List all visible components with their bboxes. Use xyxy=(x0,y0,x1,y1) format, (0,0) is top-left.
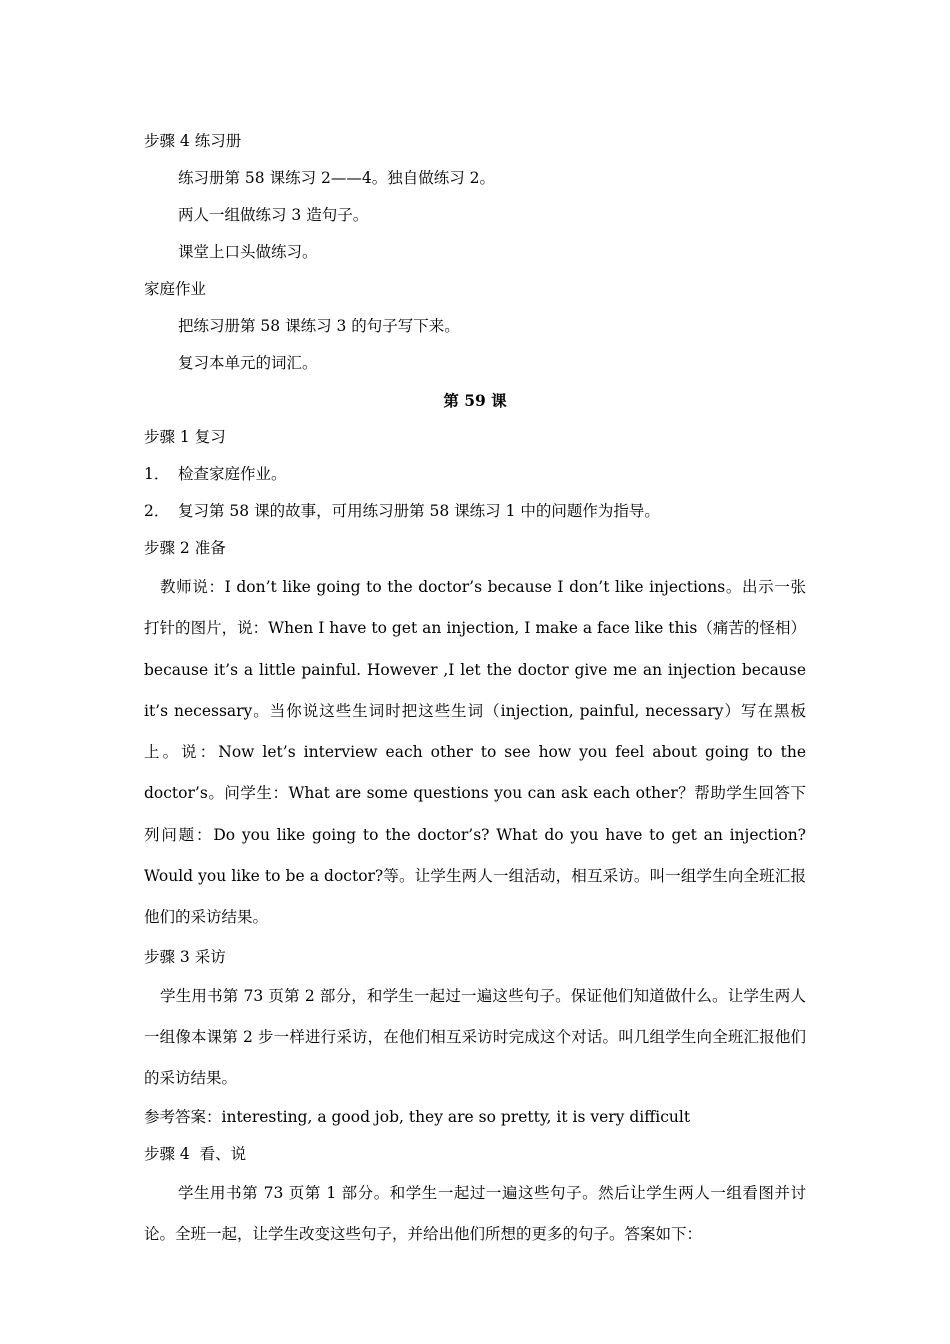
homework-line-1: 把练习册第 58 课练习 3 的句子写下来。 xyxy=(178,317,460,335)
step2-prepare-paragraph: 教师说：I don’t like going to the doctor’s because I don’t like injections。出示一张打针的图片，说：When I have to get an injection, I make a face like this（痛苦的怪相）because it’s a little painful. However ,I let the doctor give me an injection because it’s necessary。当你说这些生词时把这些生词（injection, painful, necessary）写在黑板上。说：Now let’s interview each other to see how you feel about going to the doctor’s。问学生：What are some questions you can ask each other？帮助学生回答下列问题：Do you like going to the doctor’s? What do you have to get an injection? Would you like to be a doctor?等。让学生两人一组活动，相互采访。叫一组学生向全班汇报他们的采访结果。 xyxy=(144,578,806,927)
step4-look-say-paragraph: 学生用书第 73 页第 1 部分。和学生一起过一遍这些句子。然后让学生两人一组看图并讨论。全班一起，让学生改变这些句子，并给出他们所想的更多的句子。答案如下： xyxy=(144,1183,806,1243)
list-item-text: 检查家庭作业。 xyxy=(178,465,287,483)
step4-workbook-line-1: 练习册第 58 课练习 2——4。独自做练习 2。 xyxy=(178,169,496,187)
list-number: 1． xyxy=(144,465,170,483)
step4-look-say-heading: 步骤 4 看、说 xyxy=(144,1144,247,1163)
list-number: 2． xyxy=(144,502,170,520)
step1-review-item-2 xyxy=(144,493,806,530)
homework-heading: 家庭作业 xyxy=(144,280,207,298)
list-item-text: 复习第 58 课的故事，可用练习册第 58 课练习 1 中的问题作为指导。 xyxy=(178,502,660,520)
document-page xyxy=(144,123,806,1255)
step4-workbook-line-2: 两人一组做练习 3 造句子。 xyxy=(178,206,369,224)
step1-review-item-1 xyxy=(144,456,806,493)
lesson-title: 第 59 课 xyxy=(443,391,507,410)
step3-interview-heading: 步骤 3 采访 xyxy=(144,947,226,966)
step4-workbook-line-3: 课堂上口头做练习。 xyxy=(178,243,318,261)
step4-workbook-heading: 步骤 4 练习册 xyxy=(144,132,242,150)
step1-review-heading: 步骤 1 复习 xyxy=(144,428,226,446)
step2-prepare-heading: 步骤 2 准备 xyxy=(144,539,226,557)
step3-interview-paragraph: 学生用书第 73 页第 2 部分，和学生一起过一遍这些句子。保证他们知道做什么。让学生两人一组像本课第 2 步一样进行采访，在他们相互采访时完成这个对话。叫几组学生向全班汇报他们的采访结果。 xyxy=(144,986,806,1087)
homework-line-2: 复习本单元的词汇。 xyxy=(178,354,318,372)
step3-answer-line: 参考答案：interesting, a good job, they are so pretty, it is very difficult xyxy=(144,1107,691,1126)
